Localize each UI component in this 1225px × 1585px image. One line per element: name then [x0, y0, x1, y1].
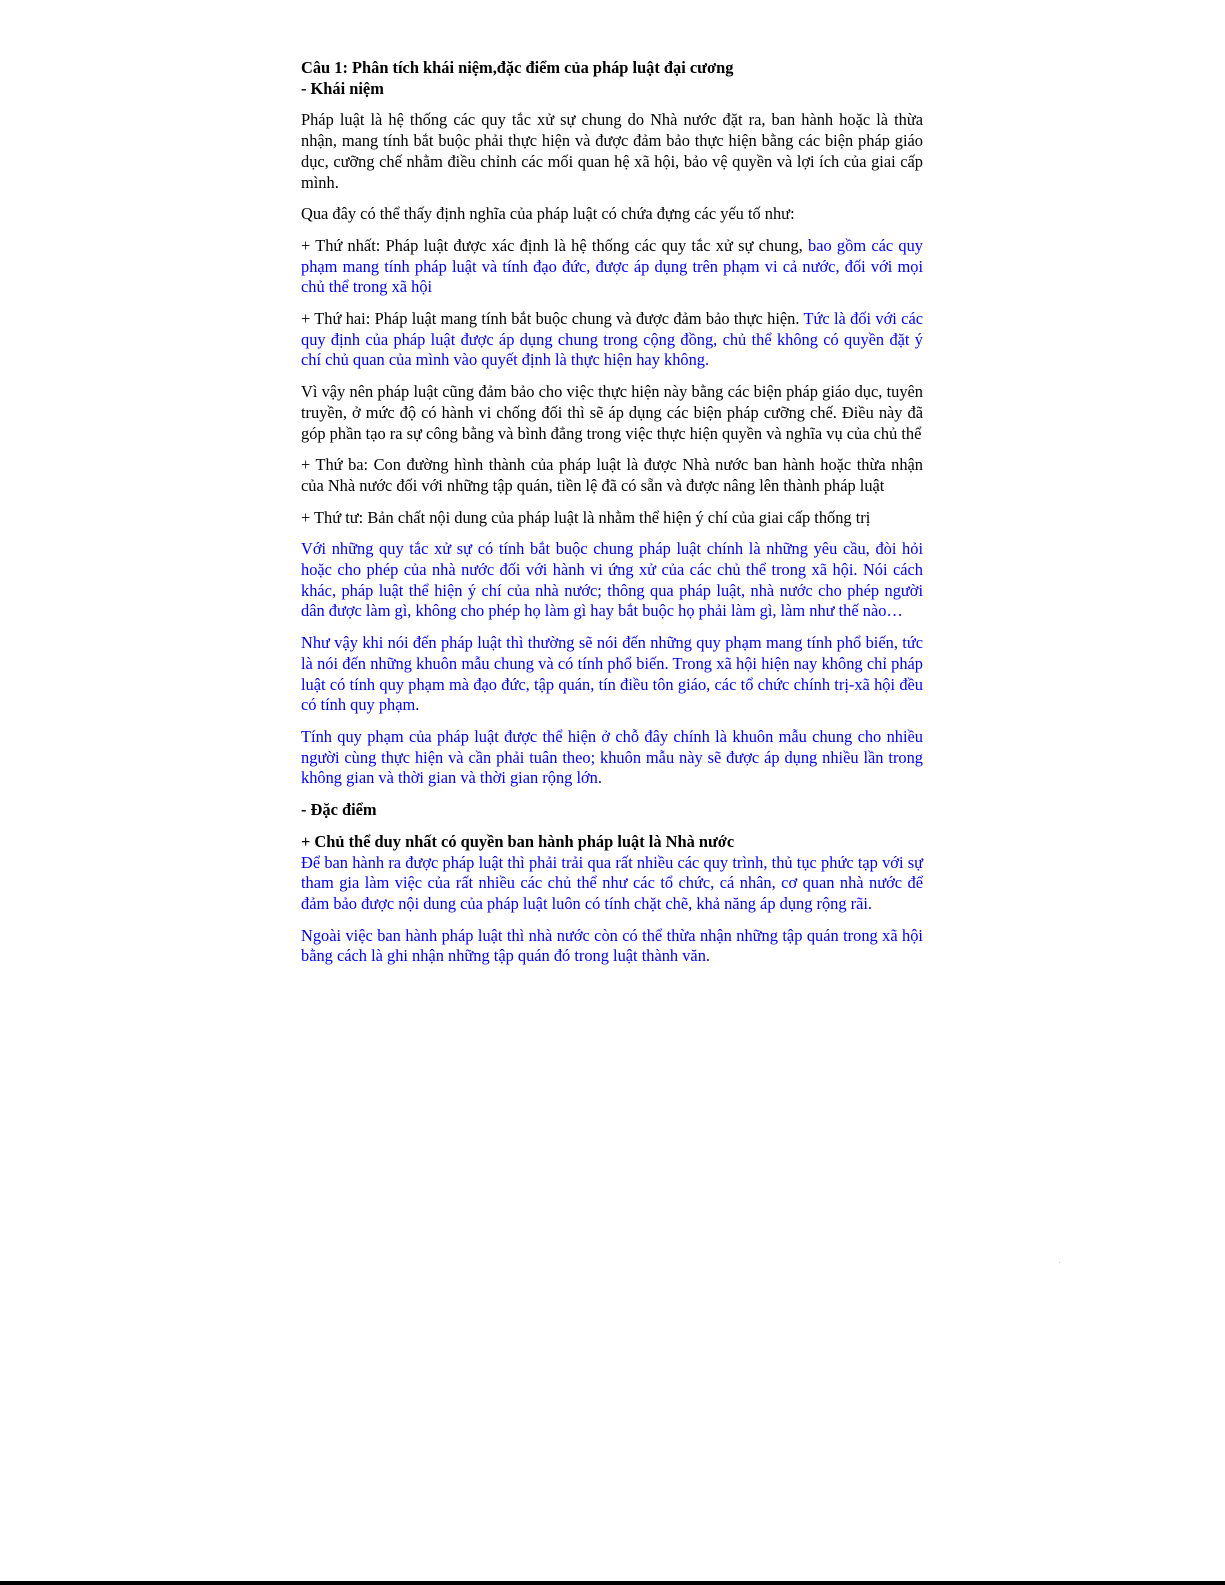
second-element-text: + Thứ hai: Pháp luật mang tính bắt buộc chung và được đảm bảo thực hiện.	[301, 309, 804, 329]
subsection-heading-sole-authority: + Chủ thể duy nhất có quyền ban hành pháp luật là Nhà nước	[301, 831, 735, 851]
section-heading-concept: - Khái niệm	[301, 78, 384, 98]
first-element-text: + Thứ nhất: Pháp luật được xác định là hệ thống các quy tắc xử sự chung,	[301, 235, 809, 255]
paragraph-enforcement: Vì vậy nên pháp luật cũng đảm bảo cho việc thực hiện này bằng các biện pháp giáo dục, tuyên truyền, ở mức độ có hành vi chống đối thì sẽ áp dụng các biện pháp cưỡng chế. Điều này đã góp phần tạo ra sự công bằng và bình đẳng trong việc thực hiện quyền và nghĩa vụ của chủ thể	[301, 382, 923, 443]
paragraph-second-element	[301, 309, 923, 371]
paragraph-elements-intro: Qua đây có thể thấy định nghĩa của pháp luật có chứa đựng các yếu tố như:	[301, 204, 795, 224]
bottom-border	[0, 1581, 1225, 1585]
section-heading-characteristics: - Đặc điểm	[301, 800, 377, 820]
paragraph-normativity: Tính quy phạm của pháp luật được thể hiện ở chỗ đây chính là khuôn mẫu chung cho nhiều người cùng thực hiện và cần phải tuân theo; khuôn mẫu này sẽ được áp dụng nhiều lần trong không gian và thời gian và thời gian rộng lớn.	[301, 726, 923, 788]
paragraph-first-element	[301, 236, 923, 298]
document-body	[301, 58, 923, 978]
paragraph-definition: Pháp luật là hệ thống các quy tắc xử sự chung do Nhà nước đặt ra, ban hành hoặc là thừa nhận, mang tính bắt buộc phải thực hiện và được đảm bảo thực hiện bằng các biện pháp giáo dục, cưỡng chế nhằm điều chỉnh các mối quan hệ xã hội, bảo vệ quyền và lợi ích của giai cấp mình.	[301, 110, 923, 192]
paragraph-fourth-element: + Thứ tư: Bản chất nội dung của pháp luật là nhằm thể hiện ý chí của giai cấp thống trị	[301, 507, 871, 527]
first-element-highlight: bao gồm các quy phạm mang tính pháp luật và tính đạo đức, được áp dụng trên phạm vi cả nước, đối với mọi chủ thể trong xã hội	[301, 235, 923, 297]
paragraph-third-element: + Thứ ba: Con đường hình thành của pháp luật là được Nhà nước ban hành hoặc thừa nhận của Nhà nước đối với những tập quán, tiền lệ đã có sẵn và được nâng lên thành pháp luật	[301, 455, 923, 495]
paragraph-issuance-process: Để ban hành ra được pháp luật thì phải trải qua rất nhiều các quy trình, thủ tục phức tạp với sự tham gia làm việc của rất nhiều các chủ thể như các tổ chức, cá nhân, cơ quan nhà nước để đảm bảo được nội dung của pháp luật luôn có tính chặt chẽ, khả năng áp dụng rộng rãi.	[301, 852, 923, 913]
scan-speck	[1059, 1262, 1060, 1263]
paragraph-general-rules: Với những quy tắc xử sự có tính bắt buộc chung pháp luật chính là những yêu cầu, đòi hỏi hoặc cho phép của nhà nước đối với hành vi ứng xử của các chủ thể trong xã hội. Nói cách khác, pháp luật thể hiện ý chí của nhà nước; thông qua pháp luật, nhà nước cho phép người dân được làm gì, không cho phép họ làm gì hay bắt buộc họ phải làm gì, làm như thế nào…	[301, 539, 923, 621]
paragraph-universality: Như vậy khi nói đến pháp luật thì thường sẽ nói đến những quy phạm mang tính phổ biến, tức là nói đến những khuôn mẫu chung và có tính phổ biến. Trong xã hội hiện nay không chỉ pháp luật có tính quy phạm mà đạo đức, tập quán, tín điều tôn giáo, các tổ chức chính trị-xã hội đều có tính quy phạm.	[301, 633, 923, 715]
paragraph-custom-recognition: Ngoài việc ban hành pháp luật thì nhà nước còn có thể thừa nhận những tập quán trong xã hội bằng cách là ghi nhận những tập quán đó trong luật thành văn.	[301, 925, 923, 966]
page-title: Câu 1: Phân tích khái niệm,đặc điểm của pháp luật đại cương	[301, 58, 734, 77]
second-element-highlight: Tức là đối với các quy định của pháp luật được áp dụng chung trong cộng đồng, chủ thể không có quyền đặt ý chí chủ quan của mình vào quyết định là thực hiện hay không.	[301, 309, 924, 370]
